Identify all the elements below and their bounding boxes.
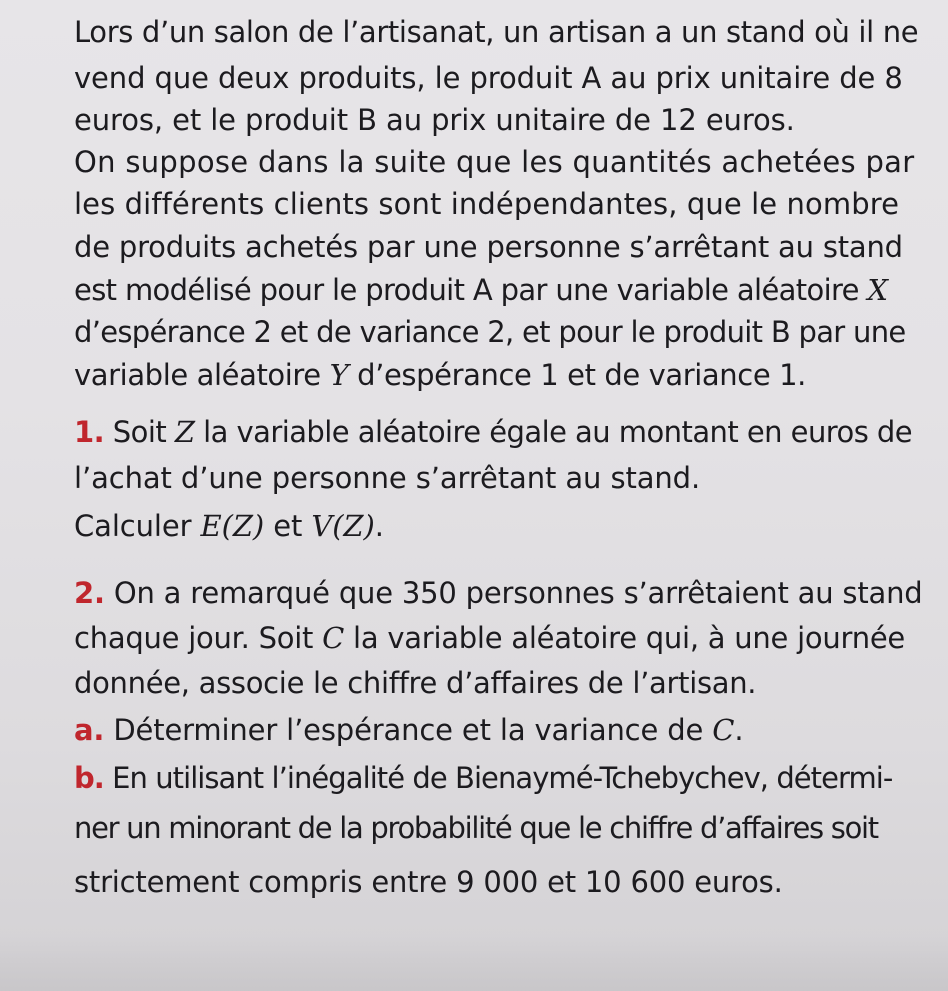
variable-x: X [867,273,888,307]
question-2a-line [74,712,743,748]
question-2-text-2a: chaque jour. Soit [74,621,323,655]
hypothesis-text-4: est modélisé pour le produit A par une variable aléatoire [74,273,868,307]
intro-text-2: vend que deux produits, le produit A au prix unitaire de 8 [74,61,903,95]
variable-z: Z [174,415,195,449]
hypothesis-text-5: d’espérance 2 et de variance 2, et pour le produit B par une [74,315,906,349]
question-2-text-1: On a remarqué que 350 personnes s’arrêtaient au stand [104,576,923,610]
question-2-number: 2. [74,576,105,610]
question-2b-line-1 [74,760,892,796]
variable-c: C [322,621,345,655]
intro-line-1 [74,14,918,50]
variable-y: Y [329,358,349,392]
question-1-text-2: l’achat d’une personne s’arrêtant au stand. [74,461,701,495]
question-2-text-3: donnée, associe le chiffre d’affaires de l’artisan. [74,666,757,700]
hypothesis-text-6a: variable aléatoire [74,358,330,392]
hypothesis-text-2: les différents clients sont indépendantes, que le nombre [74,187,900,221]
question-2-line-2 [74,620,905,656]
question-1-line-1 [74,414,912,450]
question-2-line-1 [74,575,922,611]
page-bottom-shadow [0,935,948,991]
question-2a-text: Déterminer l’espérance et la variance de [104,713,713,747]
question-2b-line-2 [74,810,878,846]
intro-line-3 [74,102,795,138]
hypothesis-line-2 [74,186,899,222]
hypothesis-line-4 [74,272,887,308]
question-2b-label: b. [74,761,104,795]
question-1-number: 1. [74,415,105,449]
hypothesis-line-5 [74,314,906,350]
question-1-text-1a: Soit [104,415,175,449]
variance-z: V(Z) [311,509,375,543]
question-2b-text-1: En utilisant l’inégalité de Bienaymé-Tchebychev, détermi- [103,761,893,795]
intro-line-2 [74,60,903,96]
question-2a-label: a. [74,713,105,747]
question-1-line-2 [74,460,700,496]
question-2b-text-3: strictement compris entre 9 000 et 10 600 euros. [74,865,783,899]
question-1-text-1b: la variable aléatoire égale au montant en euros de [194,415,913,449]
hypothesis-line-6 [74,357,806,393]
variable-c-2a: C [712,713,735,747]
question-1-text-3a: Calculer [74,509,201,543]
question-2b-line-3 [74,864,783,900]
hypothesis-text-3: de produits achetés par une personne s’arrêtant au stand [74,230,903,264]
question-2a-end: . [734,713,744,747]
question-2-line-3 [74,665,756,701]
hypothesis-line-3 [74,229,903,265]
intro-text-3: euros, et le produit B au prix unitaire de 12 euros. [74,103,795,137]
hypothesis-text-1: On suppose dans la suite que les quantités achetées par [74,145,915,179]
expectation-z: E(Z) [200,509,265,543]
hypothesis-line-1 [74,144,914,180]
intro-text-1: Lors d’un salon de l’artisanat, un artisan a un stand où il ne [74,15,919,49]
question-1-text-3b: et [264,509,312,543]
question-2b-text-2: ner un minorant de la probabilité que le chiffre d’affaires soit [74,811,878,845]
question-2-text-2b: la variable aléatoire qui, à une journée [344,621,906,655]
question-1-text-3c: . [374,509,384,543]
question-1-line-3 [74,508,384,544]
hypothesis-text-6b: d’espérance 1 et de variance 1. [348,358,806,392]
